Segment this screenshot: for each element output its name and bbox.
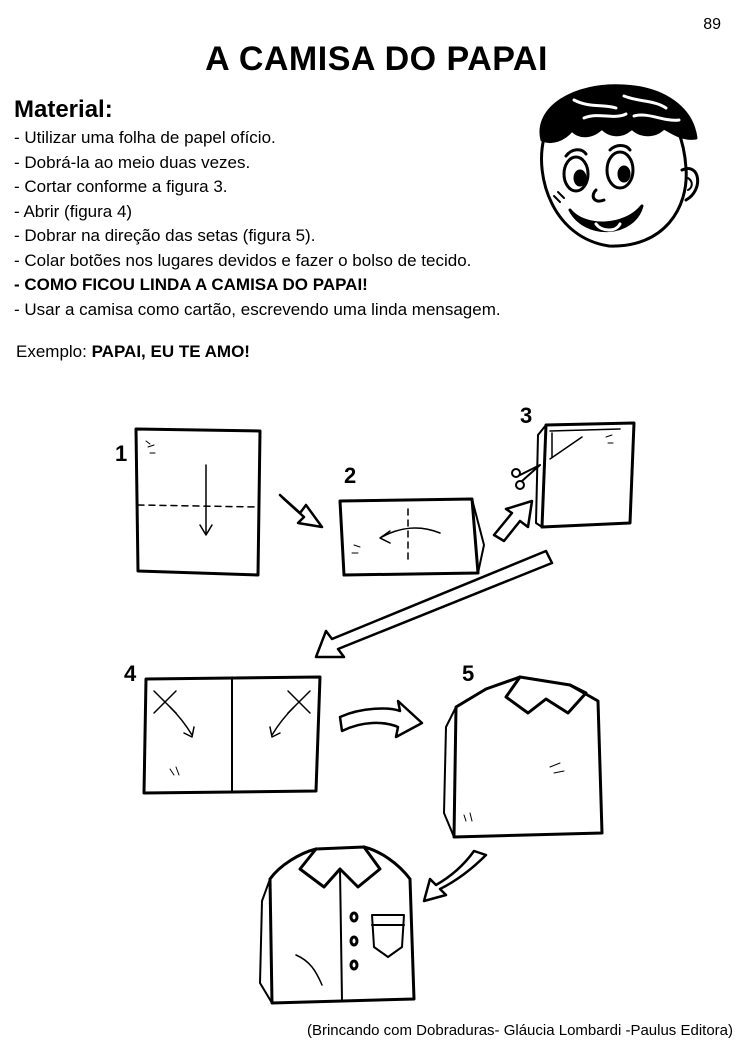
figure-2-folded-sheet: [340, 499, 484, 575]
instruction-step-6: - Colar botões nos lugares devidos e fazer o bolso de tecido.: [14, 250, 472, 270]
folding-drawings: [100, 395, 660, 1020]
final-shirt: [260, 847, 414, 1003]
arrow-5-to-shirt: [424, 851, 486, 901]
instruction-step-7: - COMO FICOU LINDA A CAMISA DO PAPAI!: [14, 275, 368, 294]
arrow-4-to-5: [340, 701, 422, 737]
shirt-pocket: [372, 915, 404, 957]
instruction-step-5: - Dobrar na direção das setas (figura 5).: [14, 226, 316, 245]
figure-4-open-sheet: [144, 677, 320, 793]
page-number: 89: [703, 16, 721, 33]
example-text: PAPAI, EU TE AMO!: [91, 342, 250, 361]
scissors-icon: [512, 465, 540, 489]
shirt-button-3: [351, 961, 357, 969]
instructions-list: [14, 126, 501, 322]
folding-diagram: [100, 395, 660, 1020]
example-label: Exemplo:: [16, 342, 87, 361]
instruction-step-3: - Cortar conforme a figura 3.: [14, 177, 228, 196]
figure-label-1: 1: [115, 441, 128, 466]
arrow-3-to-4: [316, 551, 552, 657]
arrow-2-to-3: [494, 501, 532, 541]
example-line: [16, 342, 250, 362]
figure-label-5: 5: [462, 661, 475, 686]
page-title: A CAMISA DO PAPAI: [205, 40, 548, 78]
instruction-step-4: - Abrir (figura 4): [14, 201, 133, 221]
shirt-button-1: [351, 913, 357, 921]
boy-mouth: [570, 206, 642, 231]
boy-hair: [541, 86, 696, 142]
figure-5-shirt-shape: [444, 677, 602, 837]
figure-label-3: 3: [520, 403, 533, 428]
figure-label-2: 2: [344, 463, 357, 488]
shirt-button-2: [351, 937, 357, 945]
instruction-step-8: - Usar a camisa como cartão, escrevendo uma linda mensagem.: [14, 299, 501, 319]
instruction-step-1: - Utilizar uma folha de papel ofício.: [14, 128, 276, 147]
figure-label-4: 4: [124, 661, 137, 686]
figure-1-sheet: [136, 429, 260, 575]
arrow-1-to-2: [280, 495, 322, 527]
source-credit: (Brincando com Dobraduras- Gláucia Lombardi -Paulus Editora): [306, 1022, 733, 1039]
material-heading: Material:: [14, 96, 113, 123]
instruction-step-2: - Dobrá-la ao meio duas vezes.: [14, 152, 251, 172]
boy-face-illustration: [514, 78, 704, 258]
figure-3-cut-sheet: [536, 423, 634, 527]
